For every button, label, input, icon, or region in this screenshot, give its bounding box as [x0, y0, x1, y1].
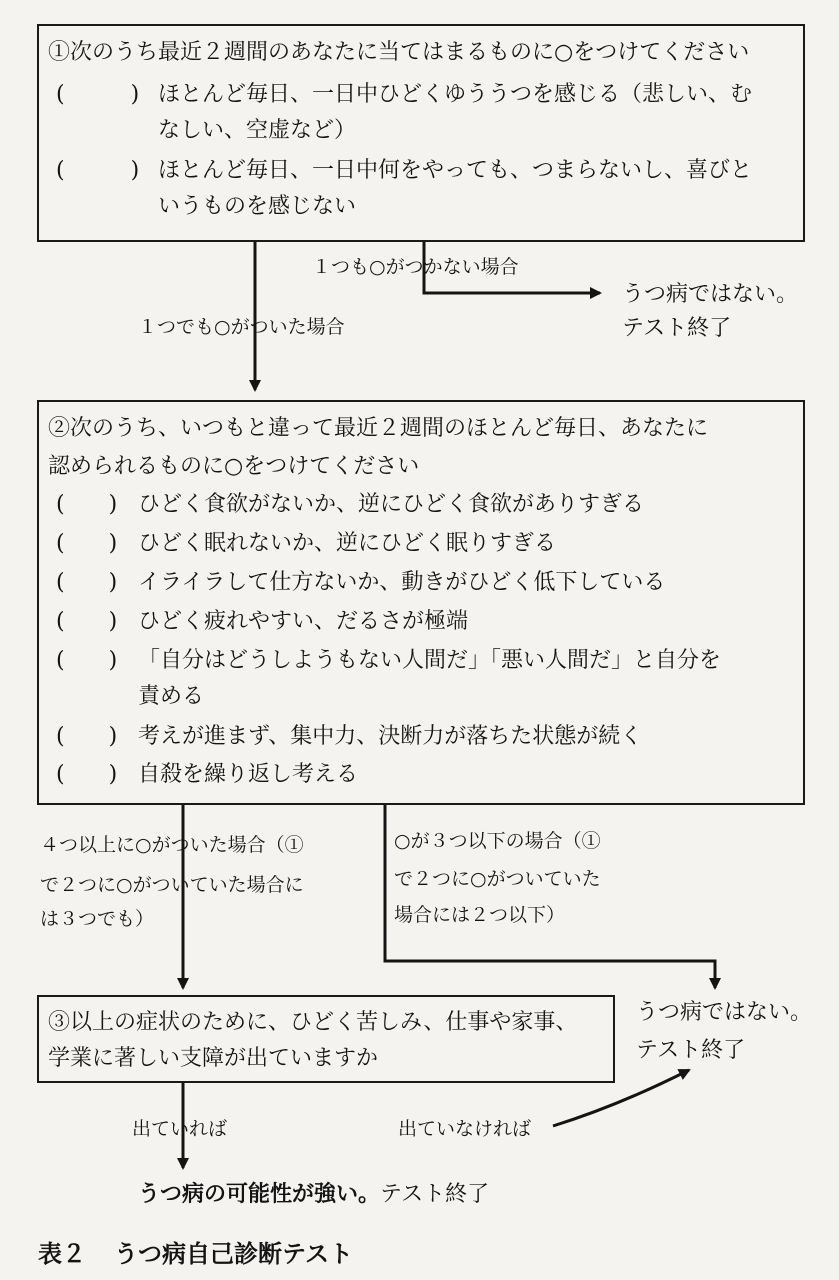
box2-item2-paren: ( ) — [56, 531, 118, 556]
branch1-none-result-1: うつ病ではない。 — [622, 282, 799, 307]
branch2-no-3: 場合には２つ以下） — [394, 904, 566, 926]
box2-item3-text: イライラして仕方ないか、動きがひどく低下している — [138, 570, 666, 595]
box2-item6-paren: ( ) — [56, 724, 118, 749]
branch2-no-result-1: うつ病ではない。 — [636, 1000, 813, 1025]
branch1-none-result-2: テスト終了 — [622, 316, 732, 341]
box2-item6-text: 考えが進まず、集中力、決断力が落ちた状態が続く — [138, 724, 643, 749]
branch2-no-result-2: テスト終了 — [636, 1038, 746, 1063]
box2-item4-text: ひどく疲れやすい、だるさが極端 — [138, 609, 469, 634]
box2-item7-text: 自殺を繰り返し考える — [138, 762, 359, 787]
box3-line1: ③以上の症状のために、ひどく苦しみ、仕事や家事、 — [48, 1010, 578, 1035]
box2-item1-text: ひどく食欲がないか、逆にひどく食欲がありすぎる — [138, 492, 645, 517]
box3-line2: 学業に著しい支障が出ていますか — [48, 1046, 379, 1071]
box1-item2-paren: ( ) — [56, 158, 140, 183]
branch2-no-1: ○が３つ以下の場合（① — [394, 830, 601, 852]
final-result-rest: テスト終了 — [380, 1182, 490, 1207]
branch3-yes-label: 出ていれば — [132, 1118, 228, 1140]
box1-item1-paren: ( ) — [56, 82, 140, 107]
branch1-any-label: １つでも○がついた場合 — [138, 316, 345, 338]
box2-item5-paren: ( ) — [56, 648, 118, 673]
box2-title-2: 認められるものに○をつけてください — [48, 454, 420, 479]
box2-item5-text: 「自分はどうしようもない人間だ」「悪い人間だ」と自分を — [138, 648, 722, 673]
branch2-yes-3: は３つでも） — [40, 908, 155, 930]
box2-item7-paren: ( ) — [56, 762, 118, 787]
box2-item2-text: ひどく眠れないか、逆にひどく眠りすぎる — [138, 531, 557, 556]
final-result-bold: うつ病の可能性が強い。 — [138, 1182, 381, 1207]
box1-item1-line2: なしい、空虚など） — [158, 118, 357, 143]
branch3-no-label: 出ていなければ — [398, 1118, 532, 1140]
box2-item1-paren: ( ) — [56, 492, 118, 517]
box1-item2-line2: いうものを感じない — [158, 194, 357, 219]
branch2-yes-1: ４つ以上に○がついた場合（① — [40, 834, 304, 856]
branch1-none-label: １つも○がつかない場合 — [312, 256, 519, 278]
box1-item1-line1: ほとんど毎日、一日中ひどくゆううつを感じる（悲しい、む — [158, 82, 753, 107]
box2-item3-paren: ( ) — [56, 570, 118, 595]
box1-title: ①次のうち最近２週間のあなたに当てはまるものに○をつけてください — [48, 40, 750, 65]
box1-item2-line1: ほとんど毎日、一日中何をやっても、つまらないし、喜びと — [158, 158, 753, 183]
branch2-yes-2: で２つに○がついていた場合に — [40, 874, 304, 896]
final-result — [138, 1180, 489, 1210]
box2-item5-text2: 責める — [138, 684, 205, 709]
box2-title-1: ②次のうち、いつもと違って最近２週間のほとんど毎日、あなたに — [48, 416, 709, 441]
caption-title: うつ病自己診断テスト — [114, 1240, 354, 1268]
box2-item4-paren: ( ) — [56, 609, 118, 634]
caption-label: 表２ — [38, 1240, 86, 1268]
table-caption — [38, 1234, 353, 1269]
branch2-no-2: で２つに○がついていた — [394, 868, 601, 890]
